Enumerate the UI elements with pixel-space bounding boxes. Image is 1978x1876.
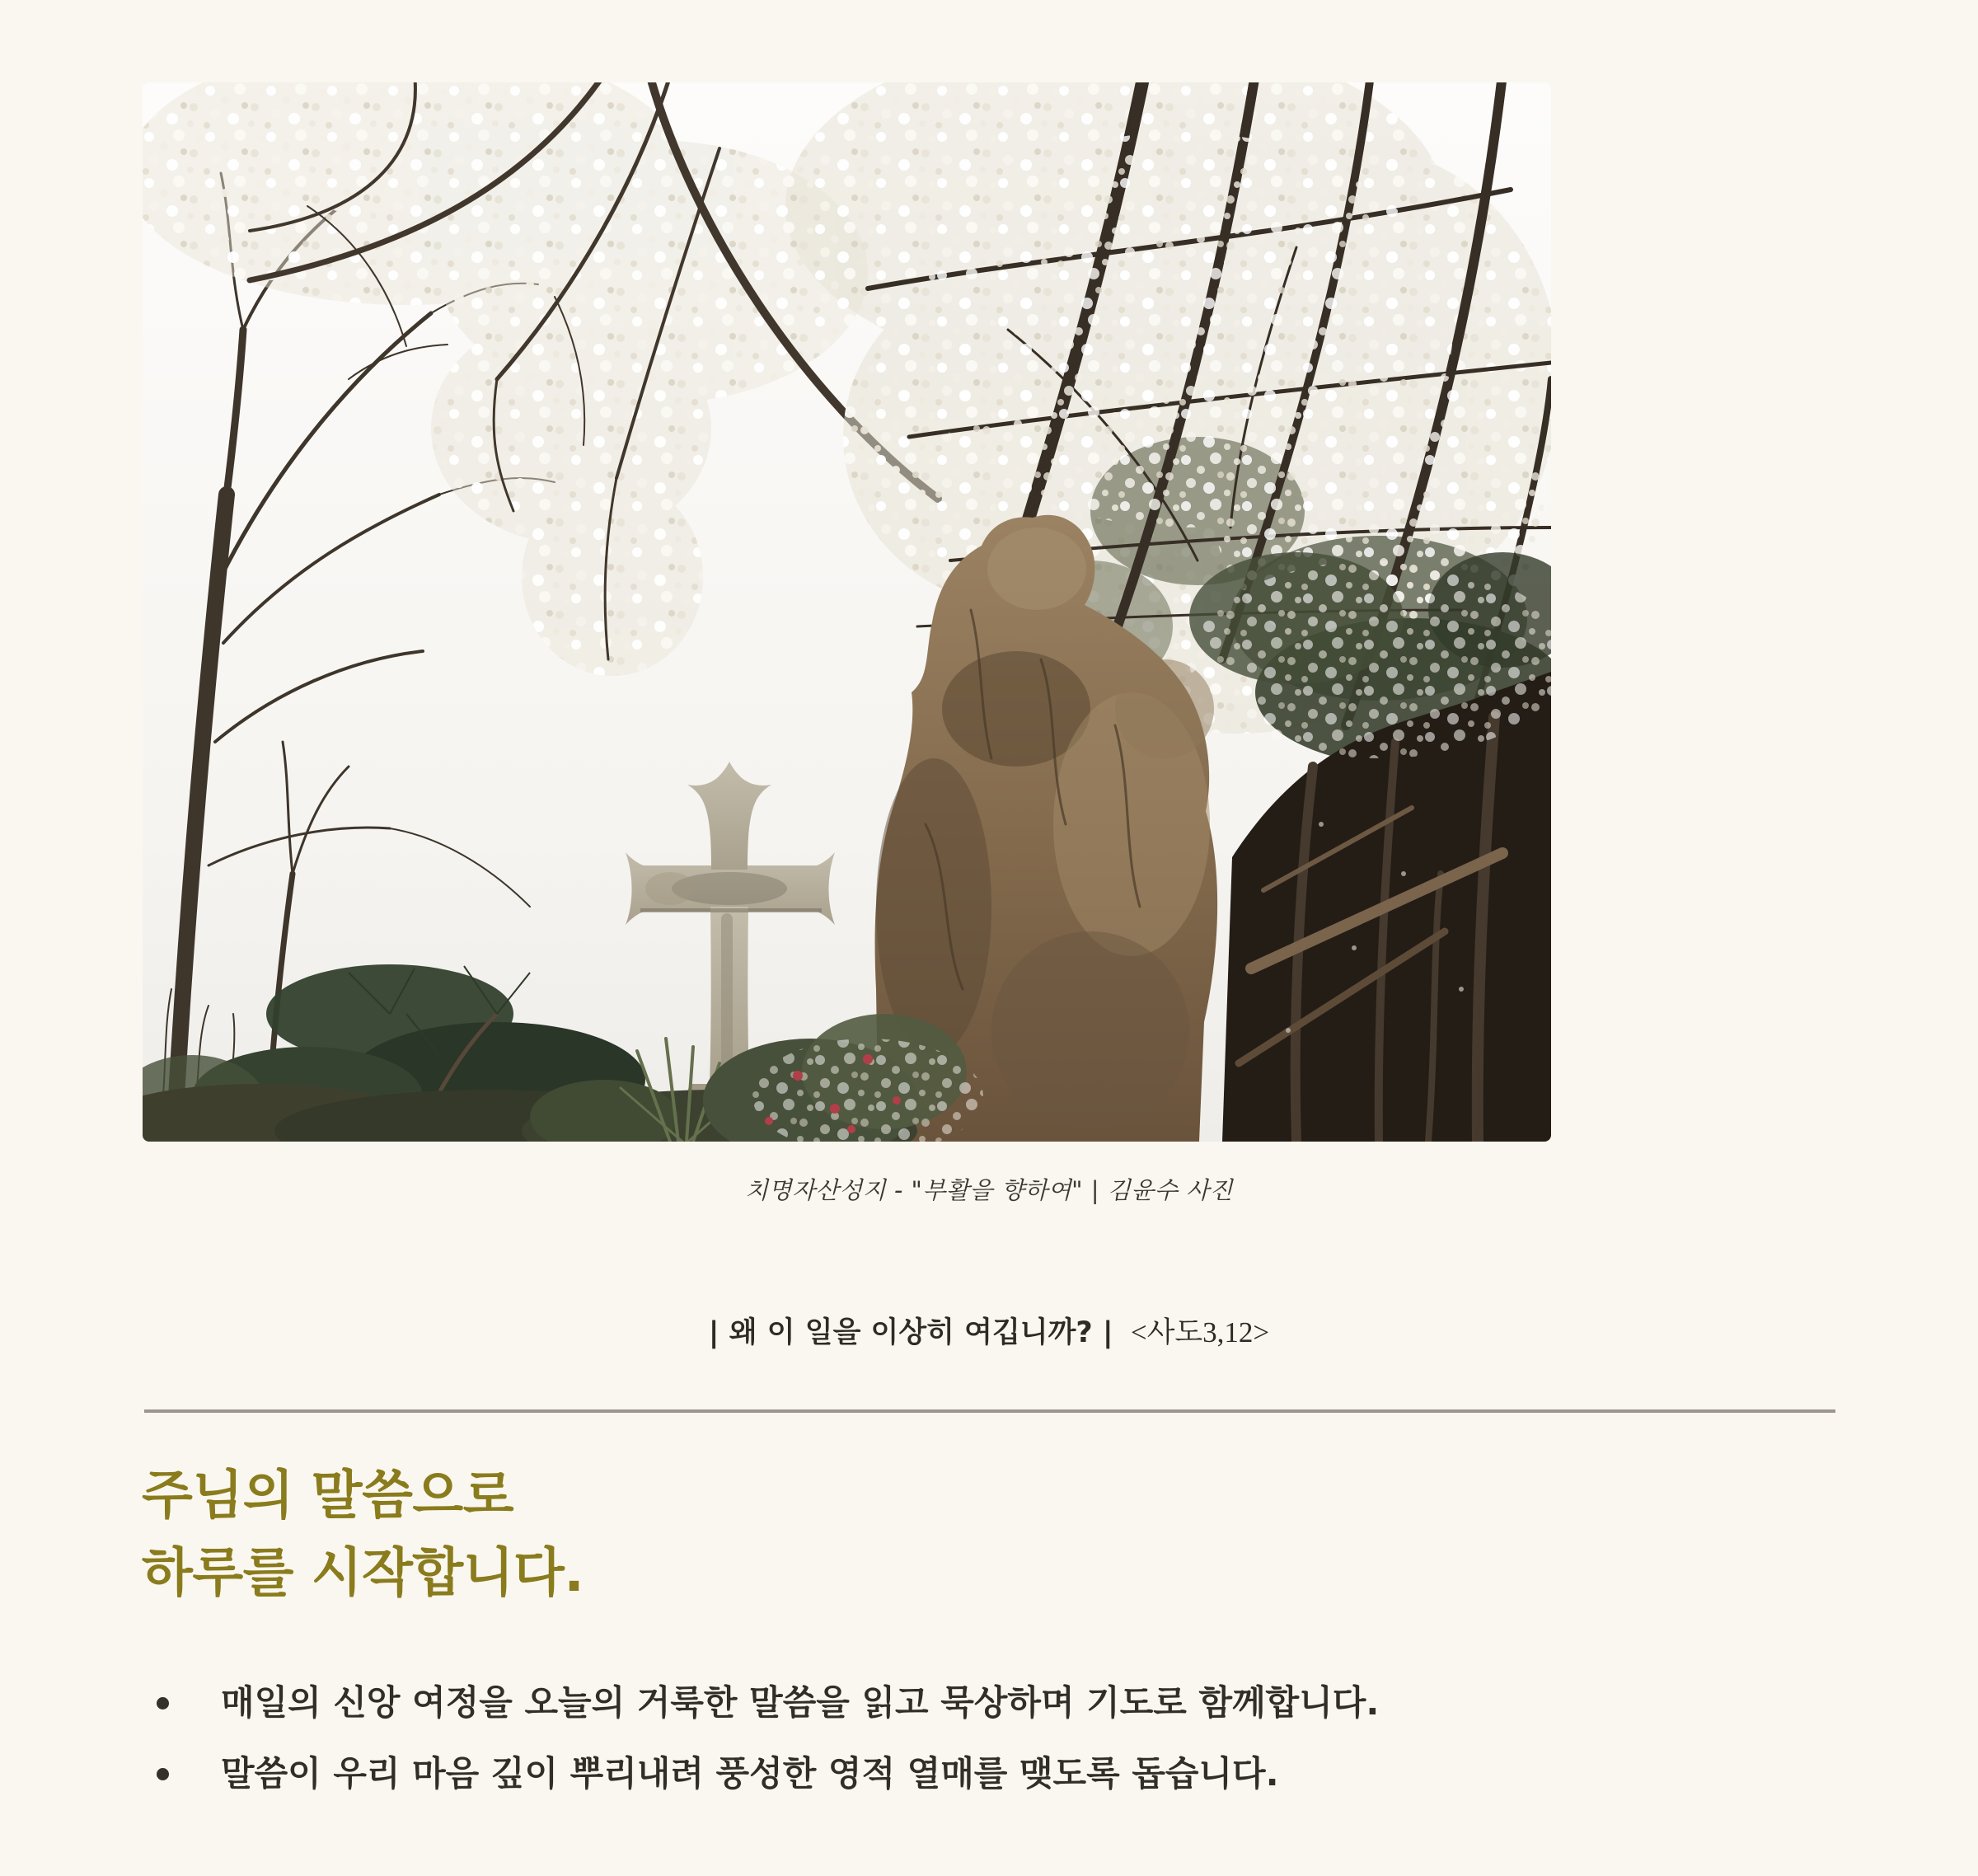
bullet-text: 말씀이 우리 마음 깊이 뿌리내려 풍성한 영적 열매를 맺도록 돕습니다.: [221, 1753, 1279, 1794]
section-divider: [144, 1409, 1835, 1413]
sanctuary-photo-illustration: [143, 82, 1551, 1142]
verse-reference: <사도3,12>: [1130, 1316, 1270, 1348]
list-item: [157, 1680, 1379, 1726]
bullet-dot-icon: [157, 1697, 169, 1710]
page-title: [142, 1457, 584, 1612]
sanctuary-photo: [143, 82, 1551, 1142]
bullet-list: [157, 1680, 1379, 1797]
page-title-line1: 주님의 말씀으로: [142, 1466, 514, 1527]
bullet-text: 매일의 신앙 여정을 오늘의 거룩한 말씀을 읽고 묵상하며 기도로 함께합니다.: [221, 1682, 1380, 1723]
photo-caption: 치명자산성지 - "부활을 향하여" | 김윤수 사진: [745, 1176, 1233, 1204]
verse-quote: | 왜 이 일을 이상히 여깁니까? |: [708, 1316, 1113, 1349]
bullet-dot-icon: [157, 1768, 169, 1780]
page-title-line2: 하루를 시작합니다.: [142, 1543, 584, 1604]
verse-line: [0, 1314, 1978, 1352]
dark-forest-right: [1189, 552, 1551, 1142]
list-item: [157, 1751, 1379, 1797]
